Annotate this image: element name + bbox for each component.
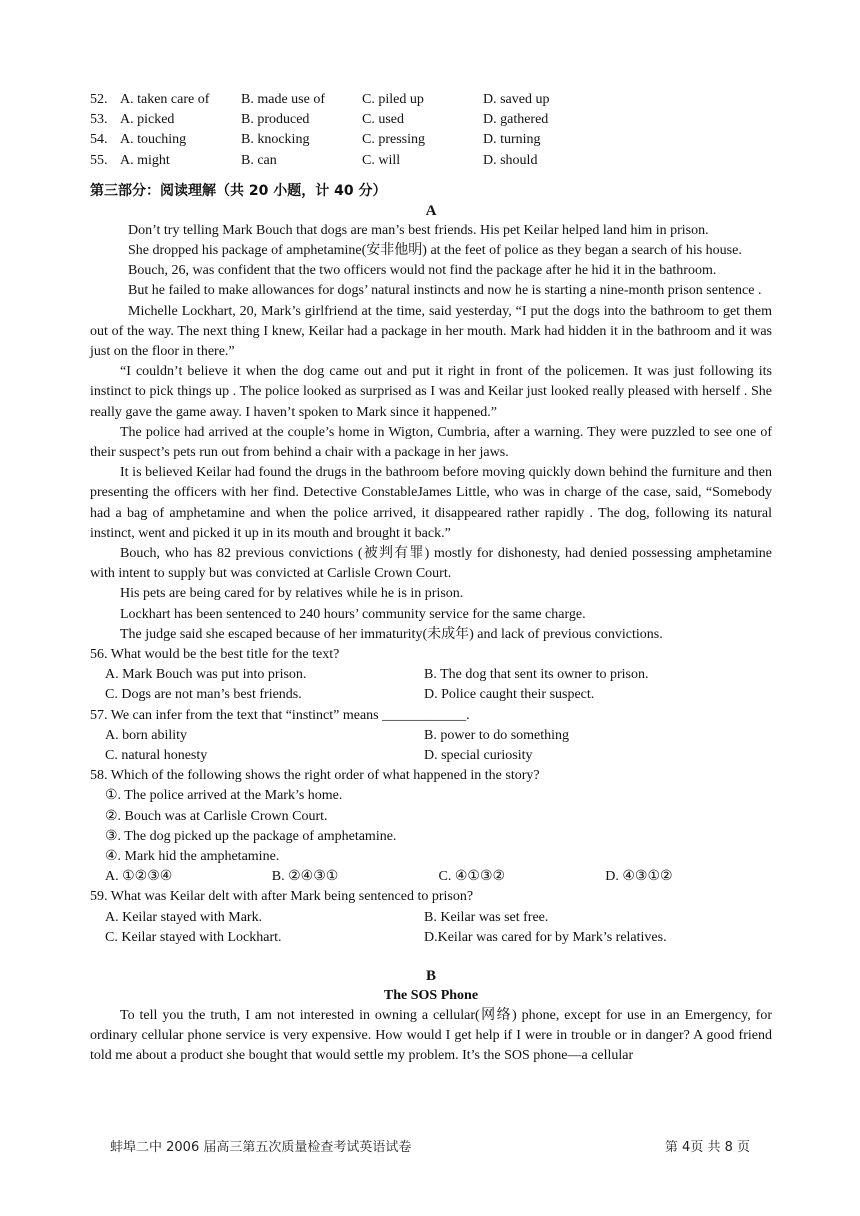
- paragraph: Bouch, who has 82 previous convictions (被判有罪) mostly for dishonesty, had denied possessing amphetamine with intent to supply but was convicted at Carlisle Crown Court.: [90, 546, 772, 582]
- options-row: [90, 908, 772, 928]
- footer-exam-title: 蚌埠二中 2006 届高三第五次质量检查考试英语试卷: [110, 1140, 412, 1155]
- option-c: C. will: [362, 152, 401, 168]
- paragraph: It is believed Keilar had found the drugs in the bathroom before moving quickly down behind the furniture and then presenting the officers with her find. Detective ConstableJames Little, who was in charge of the case, said, “Somebody had a bag of amphetamine and when the police arrived, it disappeared rather rapidly . The dog, following its natural instinct, went and picked it up in its mouth and brought it back.”: [90, 465, 772, 541]
- option-c: C. ④①③②: [438, 869, 506, 885]
- paragraph: Don’t try telling Mark Bouch that dogs are man’s best friends. His pet Keilar helped land him in prison.: [128, 222, 709, 238]
- option-row-52: [90, 90, 772, 110]
- option-b: B. made use of: [241, 92, 325, 107]
- paragraph: The police had arrived at the couple’s home in Wigton, Cumbria, after a warning. They were puzzled to see one of their suspect’s pets run out from behind a chair with a package in her jaws.: [90, 424, 772, 460]
- option-c: C. pressing: [362, 132, 425, 148]
- event-item: ③. The dog picked up the package of amphetamine.: [105, 828, 397, 844]
- passage-b-label: B: [425, 968, 436, 985]
- paragraph: To tell you the truth, I am not interested in owning a cellular(网络) phone, except for use in an Emergency, for ordinary cellular phone service is very expensive. How would I get help if I were in trouble or in danger? A good friend told me about a product she bought that would settle my problem. It’s the SOS phone—a cellular: [90, 1008, 772, 1064]
- question-57: [90, 706, 772, 767]
- paragraph: She dropped his package of amphetamine(安非他明) at the feet of police as they began a search of his house.: [128, 242, 742, 258]
- option-b: B. The dog that sent its owner to prison.: [424, 667, 649, 683]
- exam-page: [90, 90, 772, 1067]
- options-row: [90, 685, 772, 705]
- question-59: [90, 887, 772, 948]
- option-d: D. Police caught their suspect.: [424, 687, 595, 703]
- option-d: D. should: [483, 152, 538, 168]
- option-d: D. special curiosity: [424, 748, 533, 764]
- spacer: [90, 948, 772, 966]
- section-title: 第三部分：阅读理解（共 20 小题，计 40 分）: [90, 182, 387, 199]
- option-a: A. Keilar stayed with Mark.: [105, 909, 263, 925]
- option-a: A. born ability: [105, 727, 188, 743]
- option-c: C. piled up: [362, 92, 424, 107]
- question-number: 55.: [90, 152, 108, 168]
- question-58: [90, 766, 772, 887]
- option-c: C. natural honesty: [105, 748, 208, 764]
- question-number: 53.: [90, 112, 108, 128]
- option-a: A. ①②③④: [105, 869, 173, 885]
- option-row-55: [90, 151, 772, 171]
- event-item: ②. Bouch was at Carlisle Crown Court.: [105, 808, 328, 824]
- footer-page-number: 第 4页 共 8 页: [664, 1140, 750, 1155]
- option-b: B. ②④③①: [271, 869, 339, 885]
- option-b: B. power to do something: [424, 727, 570, 743]
- options-row: [90, 726, 772, 746]
- question-stem: 56. What would be the best title for the text?: [90, 647, 340, 663]
- option-c: C. Keilar stayed with Lockhart.: [105, 929, 282, 945]
- option-c: C. used: [362, 112, 404, 128]
- passage-a-label: A: [425, 202, 437, 219]
- option-b: B. knocking: [241, 132, 310, 148]
- option-d: D. saved up: [483, 92, 550, 107]
- event-item: ④. Mark hid the amphetamine.: [105, 849, 280, 865]
- option-b: B. produced: [241, 112, 310, 128]
- paragraph: “I couldn’t believe it when the dog came out and put it right in front of the policemen. It was just following its instinct to pick things up . The police looked as surprised as I was and Keilar just looked really pleased with herself . She really gave the game away. I haven’t spoken to Mark since it happened.”: [90, 364, 772, 420]
- option-a: A. touching: [120, 132, 187, 148]
- option-a: A. picked: [120, 112, 175, 128]
- options-row: [90, 867, 772, 887]
- event-item: ①. The police arrived at the Mark’s home.: [105, 788, 343, 804]
- paragraph: But he failed to make allowances for dogs’ natural instincts and now he is starting a nine-month prison sentence .: [128, 283, 762, 299]
- paragraph: Bouch, 26, was confident that the two officers would not find the package after he hid it in the bathroom.: [128, 263, 717, 279]
- option-d: D. turning: [483, 132, 541, 148]
- option-a: A. might: [120, 152, 170, 168]
- question-number: 54.: [90, 132, 108, 148]
- option-b: B. can: [241, 152, 277, 168]
- question-stem: 58. Which of the following shows the right order of what happened in the story?: [90, 768, 540, 784]
- option-a: A. taken care of: [120, 92, 210, 107]
- options-row: [90, 665, 772, 685]
- options-row: [90, 746, 772, 766]
- option-d: D. gathered: [483, 112, 549, 128]
- paragraph: The judge said she escaped because of her immaturity(未成年) and lack of previous convictions.: [120, 626, 663, 642]
- options-row: [90, 928, 772, 948]
- options-block: [90, 90, 772, 171]
- passage-a-body: [90, 221, 772, 645]
- question-56: [90, 645, 772, 706]
- option-a: A. Mark Bouch was put into prison.: [105, 667, 307, 683]
- paragraph: Lockhart has been sentenced to 240 hours’ community service for the same charge.: [120, 606, 586, 622]
- page-footer: [110, 1136, 750, 1155]
- option-d: D. ④③①②: [605, 869, 673, 885]
- option-row-54: [90, 130, 772, 150]
- option-c: C. Dogs are not man’s best friends.: [105, 687, 302, 703]
- question-stem: 57. We can infer from the text that “instinct” means ____________.: [90, 707, 470, 723]
- question-number: 52.: [90, 92, 108, 107]
- option-row-53: [90, 110, 772, 130]
- question-stem: 59. What was Keilar delt with after Mark being sentenced to prison?: [90, 889, 474, 905]
- paragraph: His pets are being cared for by relatives while he is in prison.: [120, 586, 464, 602]
- passage-b-title: The SOS Phone: [383, 988, 479, 1004]
- option-b: B. Keilar was set free.: [424, 909, 549, 925]
- paragraph: Michelle Lockhart, 20, Mark’s girlfriend at the time, said yesterday, “I put the dogs into the bathroom to get them out of the way. The next thing I knew, Keilar had a package in her mouth. Mark had hidden it in the bathroom and it was just on the floor in there.”: [90, 303, 772, 359]
- option-d: D.Keilar was cared for by Mark’s relatives.: [424, 929, 667, 945]
